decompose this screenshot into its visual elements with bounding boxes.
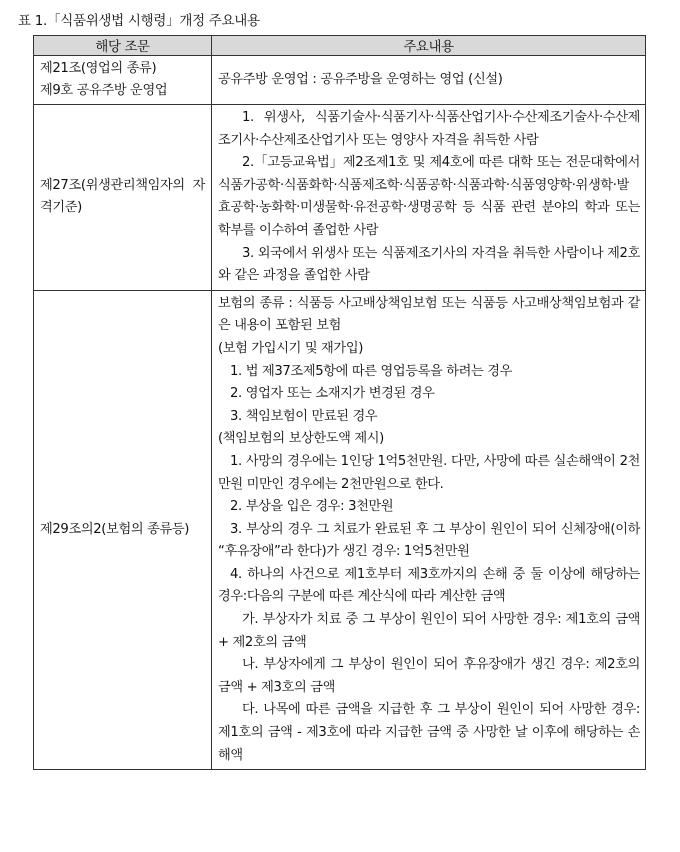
content-paragraph: 2. 부상을 입은 경우: 3천만원 (230, 499, 394, 515)
content-paragraph: 3. 부상의 경우 그 치료가 완료된 후 그 부상이 원인이 되어 신체장애(이하 “후유장애”라 한다)가 생긴 경우: 1억5천만원 (218, 521, 640, 560)
amendment-table (33, 35, 646, 770)
table-header-row (34, 36, 646, 56)
article-line: 제27조(위생관리책임자의 자격기준) (40, 178, 205, 216)
content-paragraph: 나. 부상자에게 그 부상이 원인이 되어 후유장애가 생긴 경우: 제2호의 금액 + 제3호의 금액 (218, 657, 640, 695)
header-article: 해당 조문 (34, 36, 212, 56)
content-paragraph: 공유주방 운영업 : 공유주방을 운영하는 영업 (신설) (218, 72, 503, 87)
content-cell (212, 105, 646, 291)
table-row (34, 56, 646, 105)
article-cell (34, 105, 212, 291)
content-paragraph: 1. 위생사, 식품기술사·식품기사·식품산업기사·수산제조기술사·수산제조기사·수산제조산업기사 또는 영양사 자격을 취득한 사람 (218, 110, 640, 148)
content-subheading: (보험 가입시기 및 재가입) (218, 340, 364, 356)
content-paragraph: 2. 영업자 또는 소재지가 변경된 경우 (230, 386, 435, 402)
content-paragraph: 1. 법 제37조제5항에 따른 영업등록을 하려는 경우 (230, 363, 513, 379)
content-cell (212, 290, 646, 769)
article-line: 제9호 공유주방 운영업 (40, 83, 168, 98)
article-cell (34, 290, 212, 769)
content-paragraph: 가. 부상자가 치료 중 그 부상이 원인이 되어 사망한 경우: 제1호의 금액 + 제2호의 금액 (218, 612, 640, 650)
content-paragraph: 3. 책임보험이 만료된 경우 (230, 408, 378, 424)
content-paragraph: 보험의 종류 : 식품등 사고배상책임보험 또는 식품등 사고배상책임보험과 같은 내용이 포함된 보험 (218, 295, 640, 334)
content-paragraph: 2.「고등교육법」제2조제1호 및 제4호에 따른 대학 또는 전문대학에서 식품가공학·식품화학·식품제조학·식품공학·식품과학·식품영양학·위생학·발효공학·농화학·미생물학·유전공학·생명공학 등 식품 관련 분야의 학과 또는 학부를 이수하여 졸업한 사람 (218, 155, 640, 238)
content-paragraph: 다. 나목에 따른 금액을 지급한 후 그 부상이 원인이 되어 사망한 경우: 제1호의 금액 - 제3호에 따라 지급한 금액 중 사망한 날 이후에 해당하는 손해액 (218, 702, 640, 763)
content-paragraph: 4. 하나의 사건으로 제1호부터 제3호까지의 손해 중 둘 이상에 해당하는 경우:다음의 구분에 따른 계산식에 따라 계산한 금액 (218, 566, 640, 605)
table-caption: 표 1.「식품위생법 시행령」개정 주요내용 (18, 13, 260, 29)
content-paragraph: 3. 외국에서 위생사 또는 식품제조기사의 자격을 취득한 사람이나 제2호와 같은 과정을 졸업한 사람 (218, 245, 640, 284)
table-row (34, 290, 646, 769)
content-paragraph: 1. 사망의 경우에는 1인당 1억5천만원. 다만, 사망에 따른 실손해액이 2천만원 미만인 경우에는 2천만원으로 한다. (218, 453, 640, 492)
article-line: 제21조(영업의 종류) (40, 61, 157, 76)
header-content: 주요내용 (212, 36, 646, 56)
content-subheading: (책임보험의 보상한도액 제시) (218, 431, 384, 447)
table-row (34, 105, 646, 291)
article-cell (34, 56, 212, 105)
content-cell (212, 56, 646, 105)
article-line: 제29조의2(보험의 종류등) (40, 521, 190, 537)
